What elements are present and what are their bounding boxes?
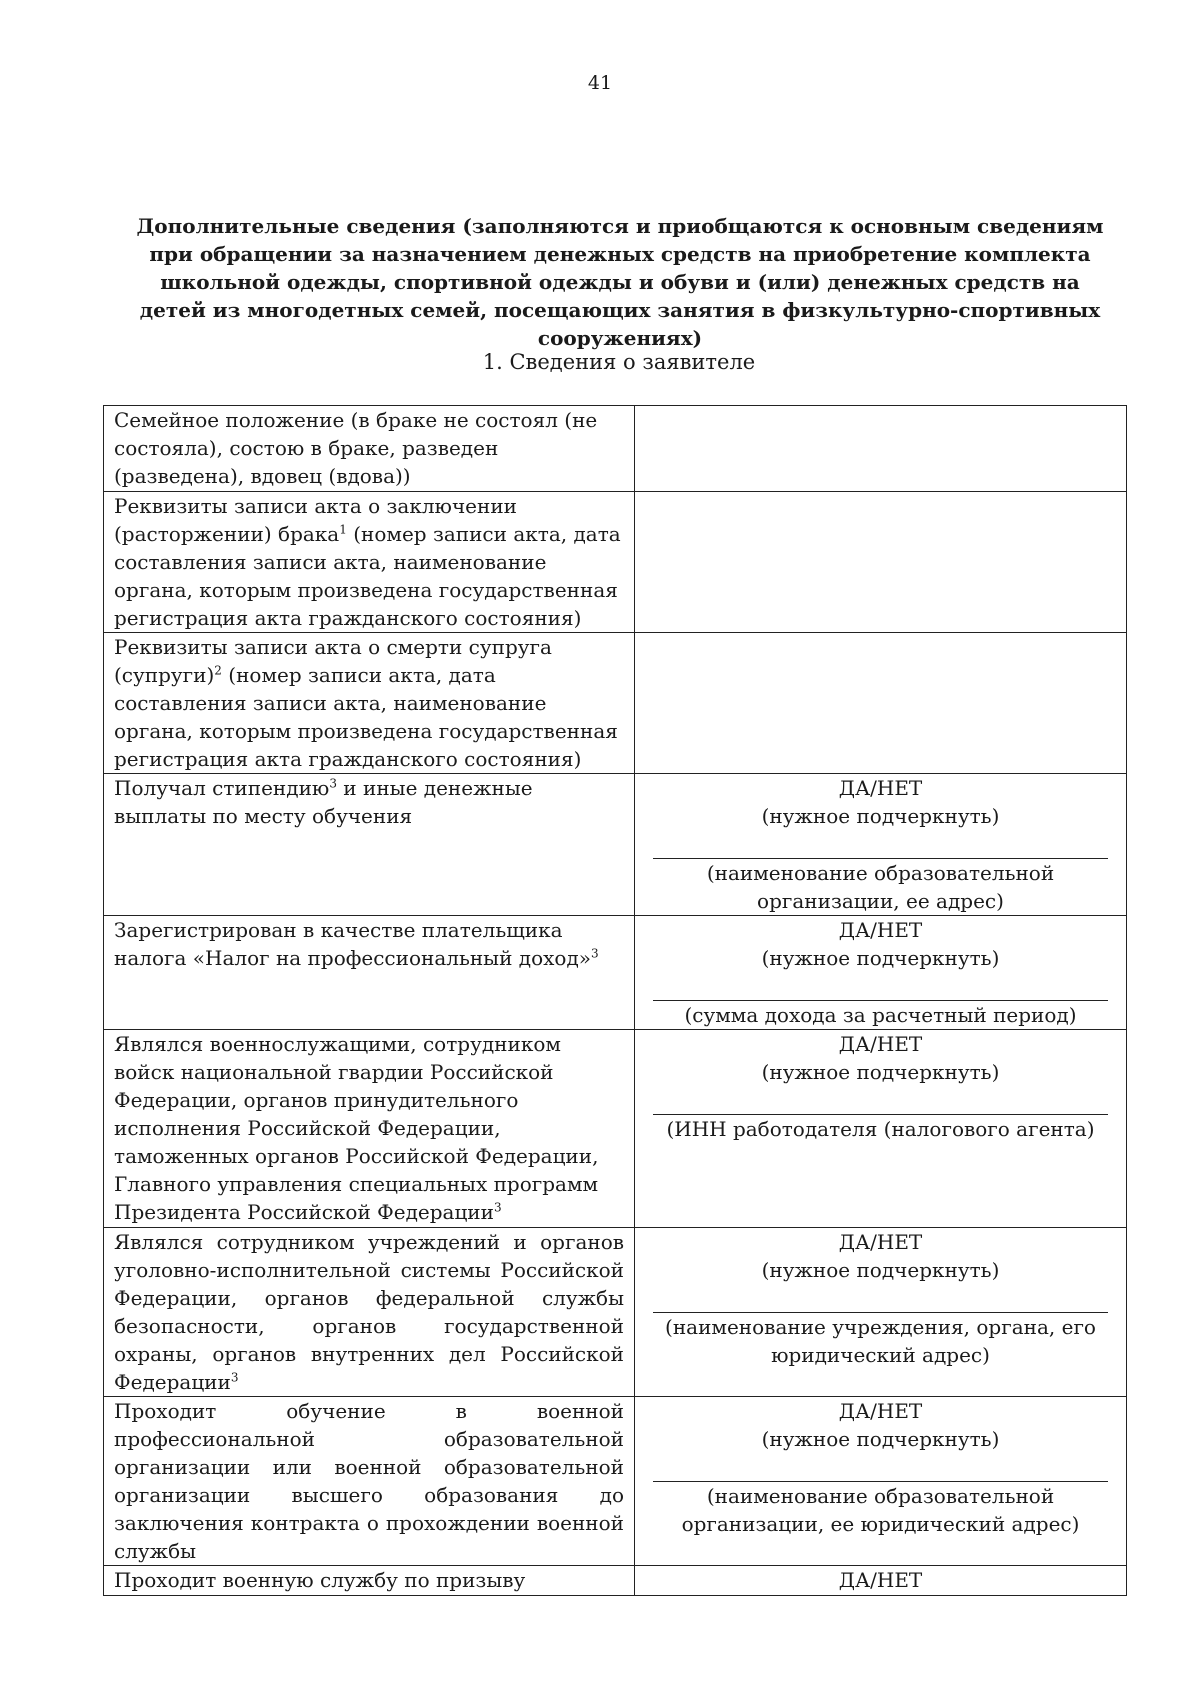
page-number: 41 <box>587 72 613 94</box>
table-row <box>104 916 1127 1030</box>
scholarship-answer-cell <box>635 774 1127 916</box>
marital-status-label: Семейное положение (в браке не состоял (не состояла), состою в браке, разведен (разведена), вдовец (вдова)) <box>114 408 598 488</box>
yes-no-option[interactable]: ДА/НЕТ <box>838 918 923 942</box>
applicant-info-table <box>103 405 1127 1596</box>
table-row <box>104 1030 1127 1228</box>
employer-inn-input[interactable] <box>653 1086 1108 1115</box>
row-label <box>104 1397 635 1566</box>
military-education-answer-cell <box>635 1397 1127 1566</box>
scholarship-label: Получал стипендию <box>114 776 330 800</box>
row-label <box>104 774 635 916</box>
table-row <box>104 492 1127 633</box>
table-row <box>104 406 1127 492</box>
institution-input[interactable] <box>653 1284 1108 1313</box>
underline-hint: (нужное подчеркнуть) <box>761 1427 1000 1451</box>
row-label <box>104 1566 635 1596</box>
scholarship-org-input[interactable] <box>653 830 1108 859</box>
section-title: 1. Сведения о заявителе <box>482 350 756 374</box>
military-service-answer-cell <box>635 1030 1127 1228</box>
underline-hint: (нужное подчеркнуть) <box>761 804 1000 828</box>
yes-no-option[interactable]: ДА/НЕТ <box>838 1230 923 1254</box>
underline-hint: (нужное подчеркнуть) <box>761 1060 1000 1084</box>
field-caption: (сумма дохода за расчетный период) <box>684 1003 1077 1027</box>
row-label <box>104 1030 635 1228</box>
footnote-ref: 1 <box>339 522 347 537</box>
row-label <box>104 406 635 492</box>
field-caption: (наименование образовательной организации, ее адрес) <box>706 861 1055 913</box>
marriage-record-label: Реквизиты записи акта о заключении (расторжении) брака <box>114 494 518 546</box>
military-service-label: Являлся военнослужащими, сотрудником войск национальной гвардии Российской Федерации, органов принудительного исполнения Российской Федерации, таможенных органов Российской Федерации, Главного управления специальных программ Президента Российской Федерации <box>114 1032 599 1224</box>
footnote-ref: 3 <box>230 1370 239 1385</box>
table-row <box>104 633 1127 774</box>
field-caption: (наименование учреждения, органа, его юридический адрес) <box>665 1315 1096 1367</box>
row-label <box>104 492 635 633</box>
conscription-answer-cell <box>635 1566 1127 1596</box>
footnote-ref: 3 <box>329 776 337 791</box>
footnote-ref: 3 <box>493 1200 502 1215</box>
self-employed-answer-cell <box>635 916 1127 1030</box>
table-row <box>104 1566 1127 1596</box>
field-caption: (наименование образовательной организации, ее юридический адрес) <box>681 1484 1080 1536</box>
row-label <box>104 1228 635 1397</box>
document-heading: Дополнительные сведения (заполняются и приобщаются к основным сведениям при обращении за назначением денежных средств на приобретение комплекта школьной одежды, спортивной одежды и обуви и (или) денежных средств на детей из многодетных семей, посещающих занятия в физкультурно-спортивных сооружениях) <box>136 214 1104 350</box>
footnote-ref: 2 <box>214 663 222 678</box>
spouse-death-record-label: Реквизиты записи акта о смерти супруга (супруги) <box>114 635 552 687</box>
table-row <box>104 1397 1127 1566</box>
yes-no-option[interactable]: ДА/НЕТ <box>838 776 923 800</box>
row-label <box>104 633 635 774</box>
footnote-ref: 3 <box>591 946 599 961</box>
marriage-record-field[interactable] <box>635 492 1127 633</box>
marital-status-field[interactable] <box>635 406 1127 492</box>
underline-hint: (нужное подчеркнуть) <box>761 1258 1000 1282</box>
yes-no-option[interactable]: ДА/НЕТ <box>838 1399 923 1423</box>
spouse-death-record-label-cont: (номер записи акта, дата составления записи акта, наименование органа, которым произведена государственная регистрация акта гражданского состояния) <box>114 663 618 771</box>
yes-no-option[interactable]: ДА/НЕТ <box>838 1032 923 1056</box>
self-employed-tax-label: Зарегистрирован в качестве плательщика налога «Налог на профессиональный доход» <box>114 918 592 970</box>
row-label <box>104 916 635 1030</box>
field-caption: (ИНН работодателя (налогового агента) <box>666 1117 1095 1141</box>
spouse-death-record-field[interactable] <box>635 633 1127 774</box>
law-enforcement-label: Являлся сотрудником учреждений и органов уголовно-исполнительной системы Российской Федерации, органов федеральной службы безопасности, органов государственной охраны, органов внутренних дел Российской Федерации <box>114 1230 624 1394</box>
income-amount-input[interactable] <box>653 972 1108 1001</box>
yes-no-option[interactable]: ДА/НЕТ <box>838 1568 923 1592</box>
education-org-input[interactable] <box>653 1453 1108 1482</box>
table-row <box>104 774 1127 916</box>
scholarship-label-cont: и иные денежные выплаты по месту обучения <box>114 776 533 828</box>
conscription-label: Проходит военную службу по призыву <box>114 1568 526 1592</box>
underline-hint: (нужное подчеркнуть) <box>761 946 1000 970</box>
military-education-label: Проходит обучение в военной профессиональной образовательной организации или военной образовательной организации высшего образования до заключения контракта о прохождении военной службы <box>114 1399 624 1563</box>
marriage-record-label-cont: (номер записи акта, дата составления записи акта, наименование органа, которым произведена государственная регистрация акта гражданского состояния) <box>114 522 621 630</box>
table-row <box>104 1228 1127 1397</box>
law-enforcement-answer-cell <box>635 1228 1127 1397</box>
